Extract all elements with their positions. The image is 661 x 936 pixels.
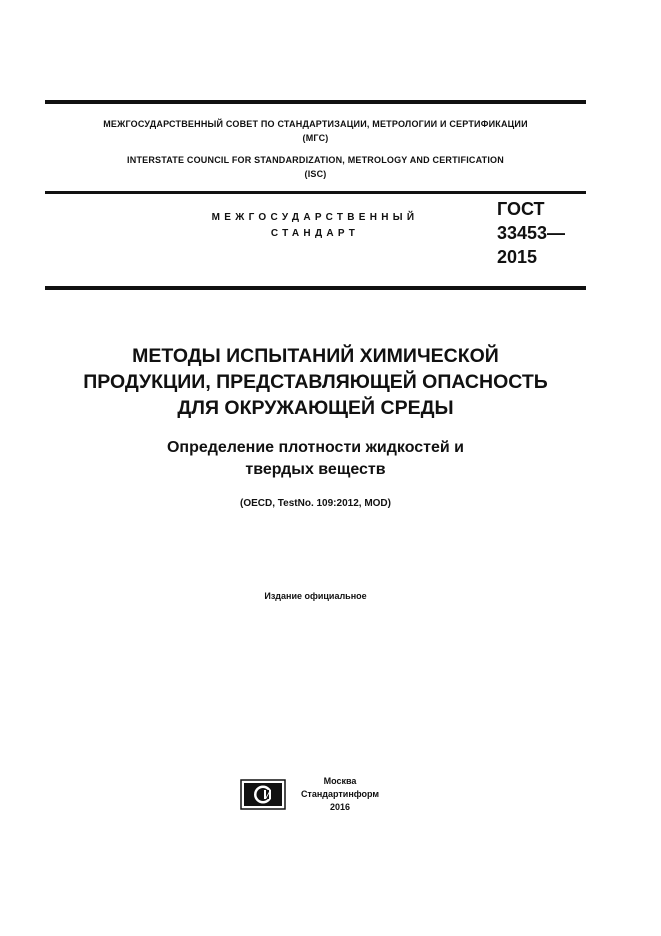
edition-label: Издание официальное (264, 591, 367, 601)
gost-prefix: ГОСТ (497, 199, 545, 219)
standartinform-logo (240, 779, 286, 810)
title-line3: ДЛЯ ОКРУЖАЮЩЕЙ СРЕДЫ (177, 397, 454, 419)
council-abbr-ru: (МГС) (302, 133, 329, 143)
bottom-divider (45, 286, 586, 290)
publisher-city: Москва (323, 776, 357, 786)
standard-type-line2: СТАНДАРТ (270, 228, 360, 239)
oecd-reference: (OECD, TestNo. 109:2012, MOD) (240, 498, 391, 509)
title-line1: МЕТОДЫ ИСПЫТАНИЙ ХИМИЧЕСКОЙ (132, 345, 499, 367)
subtitle-line1: Определение плотности жидкостей и (166, 439, 465, 456)
publisher-name: Стандартинформ (300, 789, 380, 799)
middle-divider (45, 191, 586, 194)
council-name-en: INTERSTATE COUNCIL FOR STANDARDIZATION, METROLOGY AND CERTIFICATION (127, 155, 504, 165)
council-name-ru: МЕЖГОСУДАРСТВЕННЫЙ СОВЕТ ПО СТАНДАРТИЗАЦИИ, МЕТРОЛОГИИ И СЕРТИФИКАЦИИ (103, 119, 528, 129)
top-divider (45, 100, 586, 104)
subtitle-line2: твердых веществ (245, 461, 386, 478)
gost-number: 33453— (497, 223, 566, 243)
standard-type-line1: МЕЖГОСУДАРСТВЕННЫЙ (211, 212, 419, 223)
publisher-year: 2016 (329, 802, 351, 812)
title-line2: ПРОДУКЦИИ, ПРЕДСТАВЛЯЮЩЕЙ ОПАСНОСТЬ (83, 371, 548, 393)
gost-year: 2015 (497, 247, 538, 267)
council-abbr-en: (ISC) (304, 169, 327, 179)
